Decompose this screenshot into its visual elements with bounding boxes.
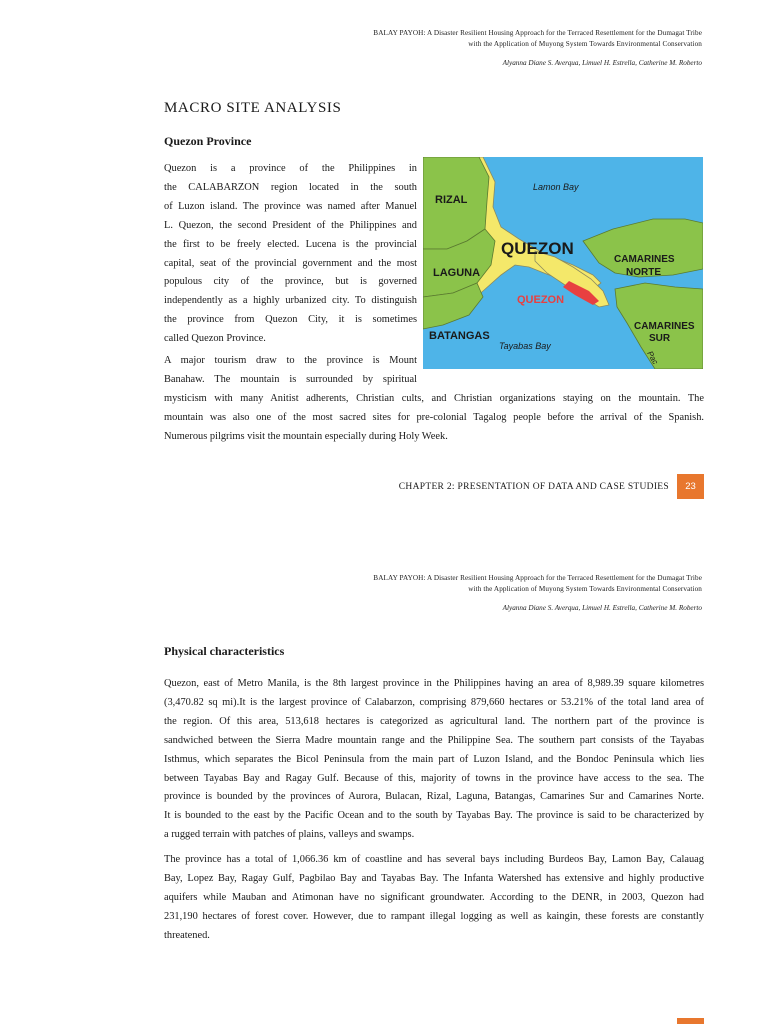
text-line: Quezon is a province of the Philippines in — [164, 163, 417, 174]
text-line: sandwiched between the Sierra Madre mountain range and the Philippine Sea. The southern part consists of the Tayabas — [164, 734, 704, 746]
header-authors: Alyanna Diane S. Averqua, Limuel H. Estrella, Catherine M. Roberto — [502, 59, 702, 67]
running-header-2 — [373, 573, 702, 614]
map-label-laguna: LAGUNA — [433, 267, 481, 279]
paragraph-intro — [164, 160, 417, 349]
text-line: It is bounded to the east by the Pacific Ocean and to the south by Tayabas Bay. The province is said to be characterized by — [164, 810, 704, 822]
text-line: Bay, Lopez Bay, Ragay Gulf, Pagbilao Bay and Tayabas Bay. The Infanta Watershed has extensive and highly productive — [164, 872, 704, 884]
header-title-line2: with the Application of Muyong System Towards Environmental Conservation — [468, 585, 702, 593]
text-line: populous city of the province, but is governed — [164, 276, 417, 288]
section-heading: MACRO SITE ANALYSIS — [164, 100, 342, 116]
text-line: the first to be freely elected. Lucena is the provincial — [164, 238, 417, 250]
text-line: capital, seat of the provincial government and the most — [164, 257, 417, 269]
text-line: the province from Quezon City, it is sometimes — [164, 314, 417, 326]
header-title-line1: BALAY PAYOH: A Disaster Resilient Housing Approach for the Terraced Resettlement for the Dumagat Tribe — [373, 574, 702, 582]
text-line: Isthmus, which separates the Bicol Peninsula from the main part of Luzon Island, and the Bondoc Peninsula which lies — [164, 753, 704, 765]
header-authors: Alyanna Diane S. Averqua, Limuel H. Estrella, Catherine M. Roberto — [502, 604, 702, 612]
text-line: the CALABARZON region located in the south — [164, 181, 417, 193]
next-page-number-badge-partial — [677, 1018, 704, 1024]
header-title-line1: BALAY PAYOH: A Disaster Resilient Housing Approach for the Terraced Resettlement for the Dumagat Tribe — [373, 29, 702, 37]
map-label-tayabas-bay: Tayabas Bay — [499, 341, 551, 351]
page-footer — [399, 474, 704, 499]
text-line: mountain was also one of the most sacred sites for pre-colonial Tagalog people before the arrival of the Spanish. — [164, 411, 704, 423]
text-line: threatened. — [164, 929, 210, 941]
subheading-physical-characteristics: Physical characteristics — [164, 644, 285, 658]
text-line: independently as a highly urbanized city. To distinguish — [164, 295, 417, 307]
text-line: Quezon, east of Metro Manila, is the 8th largest province in the Philippines having an area of 8,989.39 square kilometres — [164, 678, 704, 689]
text-line: 231,190 hectares of forest cover. However, due to rampant illegal logging as well as kaingin, these forests are constantly — [164, 910, 704, 922]
text-line: The province has a total of 1,066.36 km of coastline and has several bays including Burdeos Bay, Lamon Bay, Calauag — [164, 854, 704, 865]
map-label-camarines-norte-2: NORTE — [626, 267, 661, 278]
paragraph-banahaw-narrow — [164, 352, 417, 390]
map-label-batangas: BATANGAS — [429, 330, 490, 342]
text-line: (3,470.82 sq mi).It is the largest province of Calabarzon, comprising 879,660 hectares or 53.21% of the total land area of — [164, 696, 704, 708]
paragraph-coastline — [164, 851, 704, 946]
quezon-province-map — [423, 157, 703, 369]
text-line: mysticism with many Anitist adherents, Christian cults, and Christian organizations staying on the mountain. The — [164, 393, 704, 404]
text-line: of Luzon island. The province was named after Manuel — [164, 200, 417, 212]
text-line: Banahaw. The mountain is surrounded by spiritual — [164, 373, 417, 385]
footer-chapter-label: CHAPTER 2: PRESENTATION OF DATA AND CASE STUDIES — [398, 481, 669, 492]
text-line: L. Quezon, the second President of the Philippines and — [164, 219, 417, 231]
header-title-line2: with the Application of Muyong System Towards Environmental Conservation — [468, 40, 702, 48]
map-label-camarines-sur-1: CAMARINES — [634, 321, 695, 332]
map-label-quezon-large: QUEZON — [501, 239, 574, 258]
map-label-quezon-small: QUEZON — [517, 294, 565, 306]
paragraph-physical — [164, 675, 704, 845]
text-line: the region. Of this area, 513,618 hectares is categorized as agricultural land. The northern part of the province is — [164, 715, 704, 727]
text-line: Numerous pilgrims visit the mountain especially during Holy Week. — [164, 430, 448, 442]
map-label-camarines-norte-1: CAMARINES — [614, 254, 675, 265]
map-label-lamon-bay: Lamon Bay — [533, 182, 579, 192]
running-header — [373, 28, 702, 69]
text-line: called Quezon Province. — [164, 333, 266, 345]
subheading-quezon-province: Quezon Province — [164, 134, 252, 148]
text-line: between Tayabas Bay and Ragay Gulf. Because of this, majority of towns in the province have access to the sea. The — [164, 772, 704, 784]
text-line: A major tourism draw to the province is Mount — [164, 355, 417, 366]
map-label-rizal: RIZAL — [435, 194, 468, 206]
map-label-camarines-sur-2: SUR — [649, 333, 671, 344]
text-line: aquifers while Mauban and Atimonan have no significant groundwater. According to the DENR, in 2003, Quezon had — [164, 891, 704, 903]
text-line: province is bounded by the provinces of Aurora, Bulacan, Rizal, Laguna, Batangas, Camarines Sur and Camarines Norte. — [164, 791, 704, 803]
text-line: a rugged terrain with patches of plains, valleys and swamps. — [164, 829, 415, 841]
map-label-pacific: Pac — [645, 349, 660, 366]
paragraph-banahaw-wide — [164, 390, 704, 447]
page-number-badge: 23 — [677, 474, 704, 499]
